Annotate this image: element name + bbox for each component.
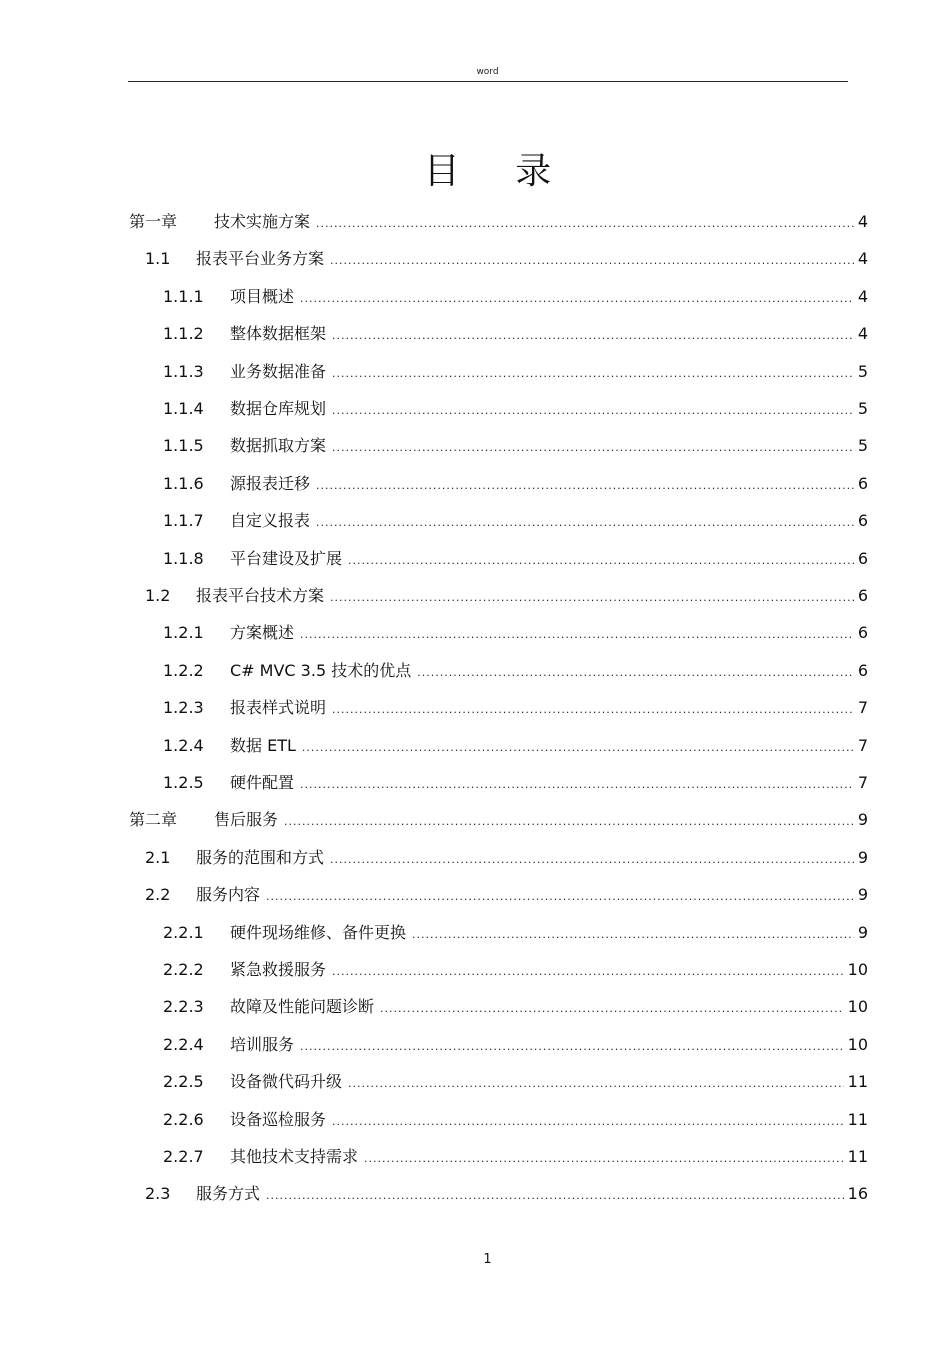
toc-entry-label: 数据仓库规划 xyxy=(230,399,327,418)
toc-dot-leader xyxy=(330,591,854,604)
toc-entry-page: 11 xyxy=(847,1110,868,1129)
toc-entry-page: 4 xyxy=(857,324,868,343)
toc-entry[interactable] xyxy=(145,246,868,270)
toc-entry-number: 1.2.3 xyxy=(163,698,204,717)
toc-entry-number: 1.1.7 xyxy=(163,511,204,530)
toc-entry[interactable] xyxy=(163,957,868,981)
toc-entry-number: 1.2 xyxy=(145,586,171,605)
toc-entry-page: 11 xyxy=(847,1072,868,1091)
toc-dot-leader xyxy=(316,479,854,492)
toc-entry-label: 设备巡检服务 xyxy=(230,1110,327,1129)
toc-dot-leader xyxy=(332,404,854,417)
toc-entry-label: 报表平台技术方案 xyxy=(196,586,325,605)
toc-title: 目 录 xyxy=(423,151,574,192)
toc-entry-number: 2.2 xyxy=(145,885,171,904)
toc-entry[interactable] xyxy=(163,770,868,794)
toc-entry-page: 10 xyxy=(847,997,868,1016)
toc-dot-leader xyxy=(300,1040,844,1053)
toc-entry-number: 2.2.1 xyxy=(163,923,204,942)
toc-entry[interactable] xyxy=(163,1069,868,1093)
toc-entry[interactable] xyxy=(163,920,868,944)
toc-dot-leader xyxy=(284,815,854,828)
toc-entry-label: C# MVC 3.5 技术的优点 xyxy=(230,661,412,680)
toc-entry-label: 源报表迁移 xyxy=(230,474,311,493)
toc-dot-leader xyxy=(380,1002,844,1015)
toc-entry-page: 6 xyxy=(857,586,868,605)
toc-entry-number: 2.2.2 xyxy=(163,960,204,979)
toc-entry[interactable] xyxy=(145,583,868,607)
toc-entry-page: 16 xyxy=(847,1184,868,1203)
toc-entry-number: 2.2.3 xyxy=(163,997,204,1016)
toc-entry[interactable] xyxy=(129,209,868,233)
toc-entry-label: 其他技术支持需求 xyxy=(230,1147,359,1166)
toc-entry-page: 6 xyxy=(857,511,868,530)
toc-entry-label: 报表平台业务方案 xyxy=(196,249,325,268)
toc-entry-number: 1.1.1 xyxy=(163,287,204,306)
toc-entry-page: 10 xyxy=(847,960,868,979)
toc-entry-label: 整体数据框架 xyxy=(230,324,327,343)
toc-entry[interactable] xyxy=(163,695,868,719)
toc-entry-page: 5 xyxy=(857,436,868,455)
toc-entry-number: 第二章 xyxy=(129,810,178,829)
toc-entry-number: 2.2.4 xyxy=(163,1035,204,1054)
toc-entry[interactable] xyxy=(163,546,868,570)
toc-entry-page: 6 xyxy=(857,474,868,493)
toc-entry-label: 服务方式 xyxy=(196,1184,261,1203)
running-header: word xyxy=(476,67,499,77)
toc-entry-label: 硬件现场维修、备件更换 xyxy=(230,923,407,942)
toc-entry[interactable] xyxy=(163,733,868,757)
toc-entry-label: 服务内容 xyxy=(196,885,261,904)
toc-dot-leader xyxy=(332,1115,844,1128)
toc-entry-page: 6 xyxy=(857,661,868,680)
toc-dot-leader xyxy=(332,441,854,454)
toc-entry-page: 5 xyxy=(857,362,868,381)
toc-entry-page: 7 xyxy=(857,698,868,717)
toc-entry-number: 1.1.5 xyxy=(163,436,204,455)
toc-entry[interactable] xyxy=(163,359,868,383)
toc-entry[interactable] xyxy=(163,620,868,644)
toc-dot-leader xyxy=(332,367,854,380)
toc-entry[interactable] xyxy=(163,1107,868,1131)
toc-entry[interactable] xyxy=(163,994,868,1018)
toc-entry[interactable] xyxy=(145,1181,868,1205)
toc-entry-label: 售后服务 xyxy=(214,810,279,829)
toc-entry-label: 技术实施方案 xyxy=(214,212,311,231)
toc-entry[interactable] xyxy=(163,471,868,495)
toc-entry[interactable] xyxy=(145,845,868,869)
toc-entry[interactable] xyxy=(163,284,868,308)
toc-entry-number: 第一章 xyxy=(129,212,178,231)
toc-entry[interactable] xyxy=(163,1032,868,1056)
toc-entry[interactable] xyxy=(163,321,868,345)
toc-entry[interactable] xyxy=(163,1144,868,1168)
toc-dot-leader xyxy=(332,703,854,716)
toc-entry-label: 服务的范围和方式 xyxy=(196,848,325,867)
toc-dot-leader xyxy=(302,741,854,754)
toc-dot-leader xyxy=(417,666,854,679)
toc-entry-page: 10 xyxy=(847,1035,868,1054)
toc-entry-number: 2.2.7 xyxy=(163,1147,204,1166)
toc-dot-leader xyxy=(300,292,854,305)
toc-entry-page: 7 xyxy=(857,773,868,792)
toc-entry-number: 1.1.8 xyxy=(163,549,204,568)
toc-entry[interactable] xyxy=(163,658,868,682)
toc-entry-number: 1.2.2 xyxy=(163,661,204,680)
toc-entry-label: 硬件配置 xyxy=(230,773,295,792)
toc-entry-number: 2.2.5 xyxy=(163,1072,204,1091)
toc-dot-leader xyxy=(348,1077,844,1090)
toc-entry-label: 培训服务 xyxy=(230,1035,295,1054)
toc-entry[interactable] xyxy=(163,396,868,420)
toc-entry-page: 4 xyxy=(857,212,868,231)
toc-dot-leader xyxy=(332,965,844,978)
toc-entry-page: 11 xyxy=(847,1147,868,1166)
toc-entry-page: 5 xyxy=(857,399,868,418)
toc-entry-label: 数据抓取方案 xyxy=(230,436,327,455)
toc-dot-leader xyxy=(412,928,854,941)
toc-entry-number: 1.1.3 xyxy=(163,362,204,381)
toc-entry-label: 紧急救援服务 xyxy=(230,960,327,979)
toc-dot-leader xyxy=(332,329,854,342)
toc-entry-number: 2.1 xyxy=(145,848,171,867)
toc-dot-leader xyxy=(300,778,854,791)
toc-dot-leader xyxy=(300,628,854,641)
toc-entry-number: 1.2.1 xyxy=(163,623,204,642)
toc-entry-page: 9 xyxy=(857,848,868,867)
page-number: 1 xyxy=(483,1252,492,1267)
toc-entry-page: 9 xyxy=(857,923,868,942)
toc-entry-page: 7 xyxy=(857,736,868,755)
toc-entry-label: 自定义报表 xyxy=(230,511,311,530)
toc-entry-page: 9 xyxy=(857,810,868,829)
toc-dot-leader xyxy=(348,554,854,567)
toc-dot-leader xyxy=(364,1152,844,1165)
toc-entry-number: 1.1.6 xyxy=(163,474,204,493)
toc-entry-number: 1.1.2 xyxy=(163,324,204,343)
toc-dot-leader xyxy=(266,1189,844,1202)
toc-entry[interactable] xyxy=(163,433,868,457)
toc-entry-label: 项目概述 xyxy=(230,287,295,306)
toc-entry-page: 6 xyxy=(857,623,868,642)
toc-entry-label: 故障及性能问题诊断 xyxy=(230,997,375,1016)
toc-entry-page: 4 xyxy=(857,287,868,306)
toc-entry-label: 平台建设及扩展 xyxy=(230,549,343,568)
toc-entry-number: 2.2.6 xyxy=(163,1110,204,1129)
toc-dot-leader xyxy=(330,853,854,866)
toc-entry-label: 设备微代码升级 xyxy=(230,1072,343,1091)
toc-entry-page: 6 xyxy=(857,549,868,568)
toc-entry-label: 业务数据准备 xyxy=(230,362,327,381)
toc-entry[interactable] xyxy=(129,807,868,831)
toc-entry-page: 9 xyxy=(857,885,868,904)
toc-entry-label: 报表样式说明 xyxy=(230,698,327,717)
toc-dot-leader xyxy=(266,890,854,903)
toc-entry-number: 1.2.5 xyxy=(163,773,204,792)
toc-dot-leader xyxy=(330,254,854,267)
toc-entry-number: 1.1.4 xyxy=(163,399,204,418)
toc-entry[interactable] xyxy=(163,508,868,532)
toc-entry-label: 数据 ETL xyxy=(230,736,296,755)
toc-entry-label: 方案概述 xyxy=(230,623,295,642)
toc-dot-leader xyxy=(316,217,854,230)
toc-entry-number: 1.2.4 xyxy=(163,736,204,755)
toc-dot-leader xyxy=(316,516,854,529)
toc-entry[interactable] xyxy=(145,882,868,906)
toc-entry-number: 2.3 xyxy=(145,1184,171,1203)
toc-entry-page: 4 xyxy=(857,249,868,268)
toc-entry-number: 1.1 xyxy=(145,249,171,268)
